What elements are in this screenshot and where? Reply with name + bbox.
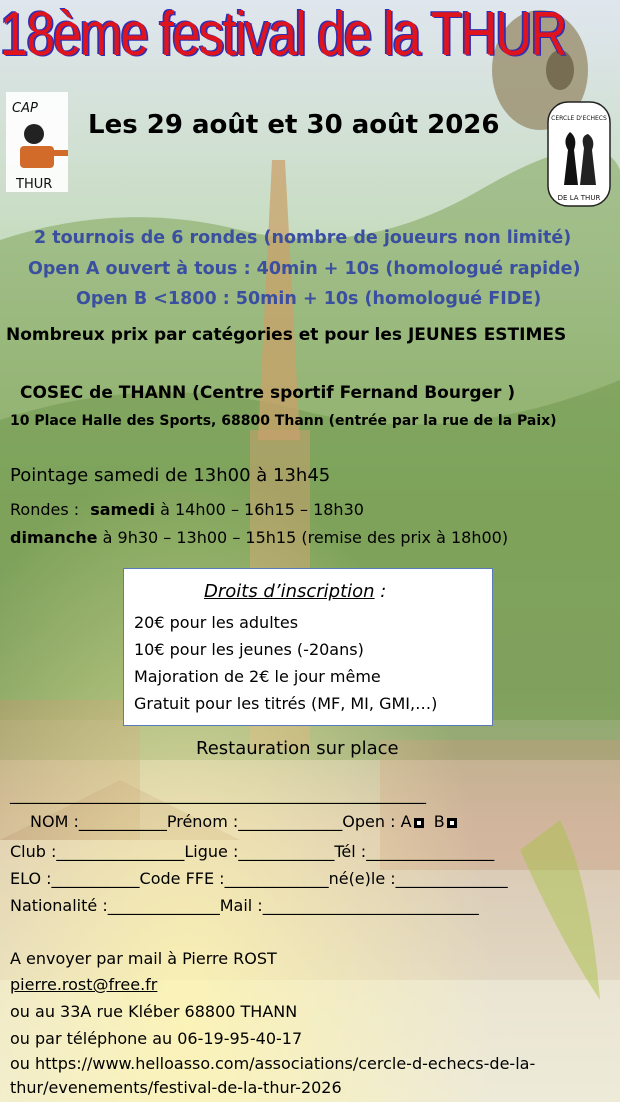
rounds-sat-day: samedi — [90, 500, 156, 519]
rounds-label: Rondes : — [10, 500, 80, 519]
rounds-sunday — [10, 528, 508, 547]
cap-thur-logo — [6, 92, 68, 192]
open-a-checkbox[interactable] — [414, 818, 424, 828]
form-row-name — [30, 812, 457, 831]
prizes-text: Nombreux prix par catégories et pour les JEUNES ESTIMES — [6, 325, 567, 345]
field-prenom[interactable]: Prénom :_____________ — [166, 812, 343, 831]
contact-email-link[interactable]: pierre.rost@free.fr — [10, 975, 158, 994]
field-mail[interactable]: Mail :___________________________ — [219, 896, 479, 915]
contact-send-to: A envoyer par mail à Pierre ROST — [10, 949, 277, 968]
field-nationalite[interactable]: Nationalité :______________ — [10, 896, 220, 915]
svg-text:DE LA THUR: DE LA THUR — [557, 194, 601, 202]
rounds-saturday — [10, 500, 364, 519]
field-tel[interactable]: Tél :________________ — [334, 842, 495, 861]
rounds-sun-day: dimanche — [10, 528, 98, 547]
form-separator: ____________________________________________________ — [10, 785, 426, 804]
poster-title: 18ème festival de la THUR — [0, 0, 566, 69]
fee-adults: 20€ pour les adultes — [134, 613, 299, 632]
contact-email-row — [10, 975, 157, 994]
venue-address: 10 Place Halle des Sports, 68800 Thann (entrée par la rue de la Paix) — [10, 413, 557, 429]
field-elo[interactable]: ELO :___________ — [10, 869, 140, 888]
fee-youth: 10€ pour les jeunes (-20ans) — [134, 640, 364, 659]
contact-postal: ou au 33A rue Kléber 68800 THANN — [10, 1002, 298, 1021]
svg-text:CERCLE D'ECHECS: CERCLE D'ECHECS — [551, 115, 607, 122]
fee-surcharge: Majoration de 2€ le jour même — [134, 667, 381, 686]
rounds-sat-times: à 14h00 – 16h15 – 18h30 — [160, 500, 364, 519]
field-club[interactable]: Club :________________ — [10, 842, 185, 861]
field-nom[interactable]: NOM :___________ — [30, 812, 167, 831]
fees-box — [123, 568, 493, 726]
catering-text: Restauration sur place — [196, 738, 399, 759]
form-row-elo — [10, 869, 508, 888]
rounds-sun-times: à 9h30 – 13h00 – 15h15 (remise des prix à 18h00) — [102, 528, 509, 547]
form-row-club — [10, 842, 494, 861]
fee-titled-free: Gratuit pour les titrés (MF, MI, GMI,…) — [134, 694, 438, 713]
logo-left-text-bottom: THUR — [16, 177, 53, 192]
field-birthdate[interactable]: né(e)le :______________ — [328, 869, 508, 888]
open-b-checkbox[interactable] — [447, 818, 457, 828]
tournaments-line-3: Open B <1800 : 50min + 10s (homologué FIDE) — [76, 289, 542, 309]
field-code-ffe[interactable]: Code FFE :_____________ — [139, 869, 329, 888]
fees-heading: Droits d’inscription : — [204, 581, 387, 602]
field-ligue[interactable]: Ligue :____________ — [184, 842, 335, 861]
tournaments-line-1: 2 tournois de 6 rondes (nombre de joueurs non limité) — [34, 228, 572, 248]
venue-name: COSEC de THANN (Centre sportif Fernand Bourger ) — [20, 383, 516, 403]
cercle-echecs-logo — [546, 100, 612, 208]
field-open: Open : A B — [342, 812, 456, 831]
checkin-time: Pointage samedi de 13h00 à 13h45 — [10, 465, 331, 486]
event-dates: Les 29 août et 30 août 2026 — [88, 110, 500, 140]
form-row-nationality — [10, 896, 479, 915]
contact-web-line-2[interactable]: thur/evenements/festival-de-la-thur-2026 — [10, 1078, 342, 1097]
logo-left-text-top: CAP — [12, 101, 38, 116]
tournaments-line-2: Open A ouvert à tous : 40min + 10s (homologué rapide) — [28, 259, 581, 279]
contact-web-line-1[interactable]: ou https://www.helloasso.com/associations/cercle-d-echecs-de-la- — [10, 1054, 536, 1073]
contact-phone: ou par téléphone au 06-19-95-40-17 — [10, 1029, 303, 1048]
